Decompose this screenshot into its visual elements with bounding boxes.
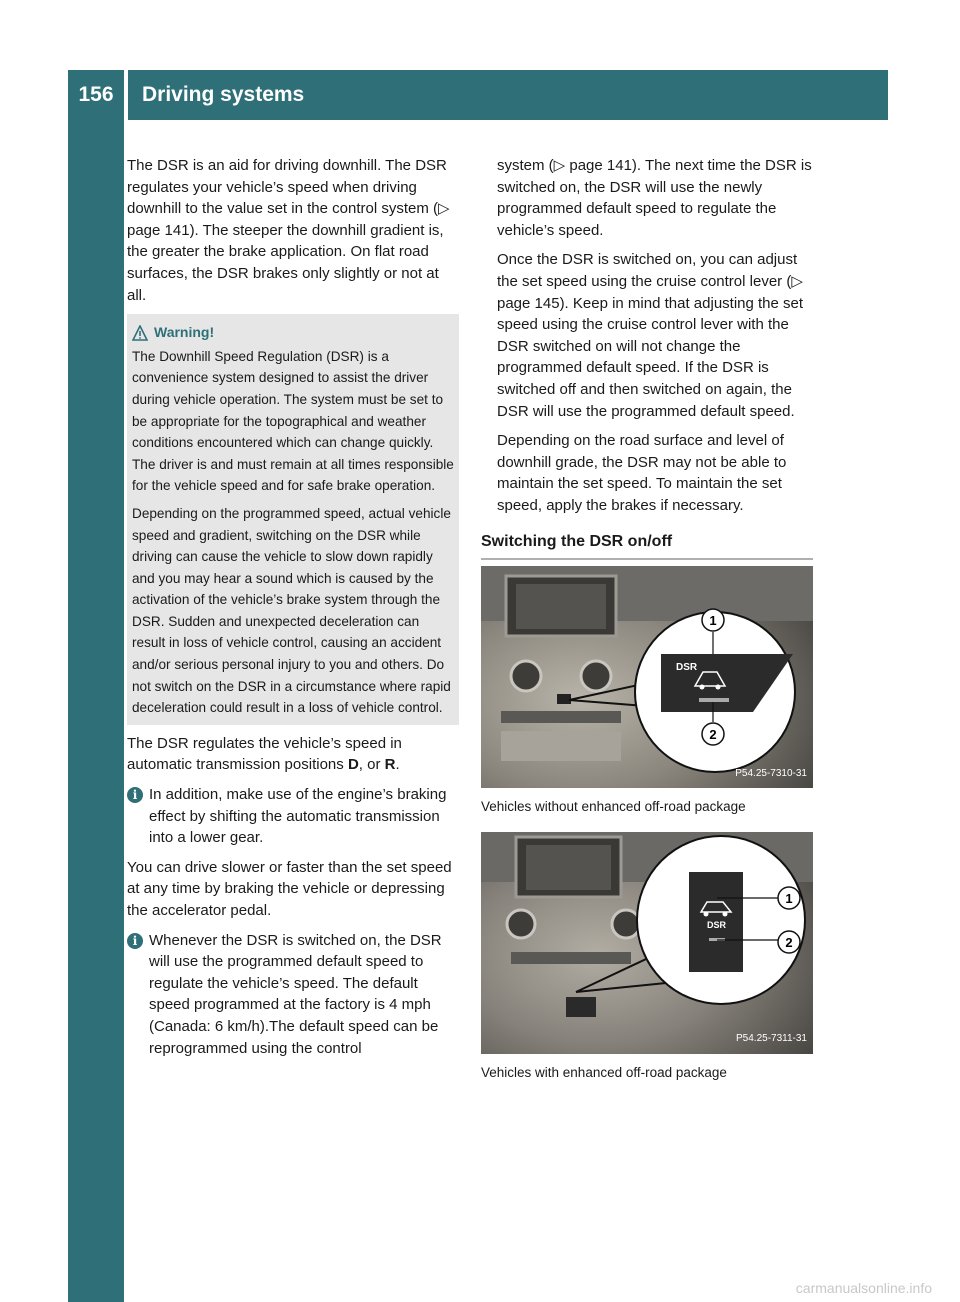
left-column — [127, 155, 459, 1067]
dashboard-photo-1 — [481, 566, 813, 788]
dsr-button-label: DSR — [707, 919, 727, 930]
warning-box — [127, 314, 459, 725]
warning-header — [132, 322, 454, 344]
gear-r: R — [384, 756, 396, 774]
info-icon: i — [127, 787, 143, 803]
photo-code: P54.25-7311-31 — [736, 1033, 807, 1045]
warning-icon — [132, 325, 148, 341]
info-note-2 — [127, 930, 459, 1060]
info-note-1 — [127, 784, 459, 849]
regulates-paragraph: The DSR regulates the vehicle’s speed in automatic transmission positions D, or R. — [127, 734, 402, 774]
depending-road-paragraph: Depending on the road surface and level of downhill grade, the DSR may not be able to maintain the set speed. To maintain the set speed, apply the brakes if necessary. — [497, 432, 787, 514]
figure-with-offroad — [481, 832, 813, 1054]
intro-paragraph: The DSR is an aid for driving downhill. The DSR regulates your vehicle’s speed when driving downhill to the value set in the control system (▷ page 141). The steeper the downhill gradient is, the greater the brake application. On flat road surfaces, the DSR brakes only slightly or not at all. — [127, 157, 450, 304]
dashboard-photo-2 — [481, 832, 813, 1054]
figure-caption-2: Vehicles with enhanced off-road package — [481, 1064, 727, 1080]
info-note-2-continued: system (▷ page 141). The next time the DSR is switched on, the DSR will use the newly programmed default speed to regulate the vehicle’s speed. — [497, 157, 812, 239]
once-switched-paragraph: Once the DSR is switched on, you can adjust the set speed using the cruise control lever (▷ page 145). Keep in mind that adjusting the set speed using the cruise control lever with the DSR switched on will not change the programmed default speed. If the DSR is switched off and then switched on again, the DSR will use the programmed default speed. — [497, 251, 804, 420]
subheading-switching-dsr: Switching the DSR on/off — [481, 531, 813, 561]
section-title: Driving systems — [142, 83, 305, 106]
figure-without-offroad — [481, 566, 813, 788]
callout-1: 1 — [785, 890, 793, 906]
side-tab-label: Controls in detail — [84, 362, 106, 526]
warning-paragraph-2: Depending on the programmed speed, actual vehicle speed and gradient, switching on the DSR while driving can cause the vehicle to slow down rapidly and you may hear a sound which is caused by the activation of the vehicle’s brake system through the DSR. Sudden and unexpected deceleration can result in loss of vehicle control, causing an accident and/or serious personal injury to you and others. Do not switch on the DSR in a circumstance where rapid deceleration could result in a loss of vehicle control. — [132, 505, 451, 716]
right-column — [481, 155, 813, 1097]
watermark: carmanualsonline.info — [795, 1280, 932, 1296]
gear-d: D — [347, 756, 359, 774]
page-header — [68, 70, 888, 120]
callout-2: 2 — [709, 727, 717, 743]
info-icon: i — [127, 933, 143, 949]
figure-caption-1: Vehicles without enhanced off-road package — [481, 799, 746, 815]
page-number: 156 — [78, 83, 114, 106]
callout-1: 1 — [709, 613, 717, 629]
drive-slower-paragraph: You can drive slower or faster than the set speed at any time by braking the vehicle or depressing the accelerator pedal. — [127, 858, 452, 919]
warning-paragraph-1: The Downhill Speed Regulation (DSR) is a convenience system designed to assist the driver during vehicle operation. The system must be set to be appropriate for the topographical and weather conditions encountered which can change quickly. The driver is and must remain at all times responsible for the vehicle speed and for safe brake operation. — [132, 348, 454, 494]
callout-2: 2 — [785, 934, 793, 950]
side-tab — [68, 120, 124, 1302]
info-note-1-text: In addition, make use of the engine’s braking effect by shifting the automatic transmission into a lower gear. — [149, 786, 447, 847]
header-divider — [124, 70, 128, 120]
info-note-2-text: Whenever the DSR is switched on, the DSR will use the programmed default speed to regulate the vehicle’s speed. The default speed programmed at the factory is 4 mph (Canada: 6 km/h).The default speed can be reprogrammed using the control — [149, 931, 442, 1057]
photo-code: P54.25-7310-31 — [735, 767, 807, 779]
warning-title: Warning! — [154, 324, 215, 341]
dsr-button-label: DSR — [676, 662, 698, 674]
